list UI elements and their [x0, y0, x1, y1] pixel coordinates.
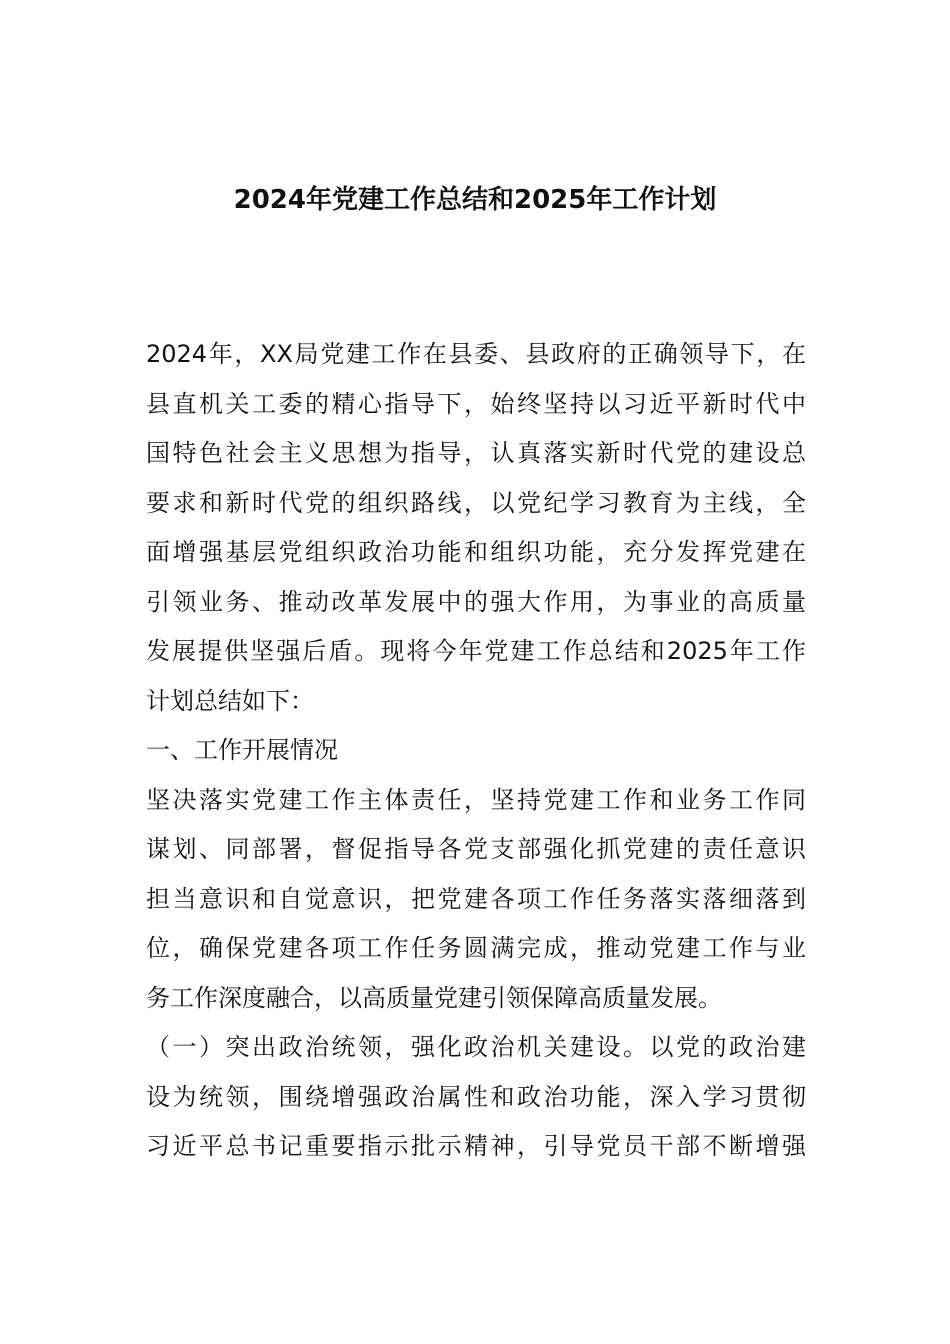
document-title: 2024年党建工作总结和2025年工作计划: [233, 185, 717, 215]
text-line: 2024年，XX局党建工作在县委、县政府的正确领导下，在: [146, 340, 806, 368]
text-line: 面增强基层党组织政治功能和组织功能，充分发挥党建在: [146, 538, 806, 566]
text-line: （一）突出政治统领，强化政治机关建设。以党的政治建: [146, 1033, 806, 1061]
text-line: 一、工作开展情况: [146, 736, 338, 764]
text-line: 坚决落实党建工作主体责任，坚持党建工作和业务工作同: [146, 785, 806, 814]
text-line: 习近平总书记重要指示批示精神，引导党员干部不断增强: [146, 1132, 806, 1160]
text-line: 县直机关工委的精心指导下，始终坚持以习近平新时代中: [146, 389, 806, 418]
text-line: 谋划、同部署，督促指导各党支部强化抓党建的责任意识: [146, 835, 806, 863]
document-body: [146, 330, 806, 1172]
text-line: 国特色社会主义思想为指导，认真落实新时代党的建设总: [146, 439, 806, 467]
text-line: 发展提供坚强后盾。现将今年党建工作总结和2025年工作: [146, 637, 806, 665]
text-line: 担当意识和自觉意识，把党建各项工作任务落实落细落到: [146, 884, 806, 913]
text-line: 位，确保党建各项工作任务圆满完成，推动党建工作与业: [146, 934, 806, 962]
text-line: 引领业务、推动改革发展中的强大作用，为事业的高质量: [146, 587, 806, 616]
text-line: 务工作深度融合，以高质量党建引领保障高质量发展。: [146, 983, 722, 1012]
text-line: 设为统领，围绕增强政治属性和政治功能，深入学习贯彻: [146, 1082, 806, 1111]
text-line: 要求和新时代党的组织路线，以党纪学习教育为主线，全: [146, 488, 806, 517]
text-line: 计划总结如下：: [146, 686, 314, 715]
